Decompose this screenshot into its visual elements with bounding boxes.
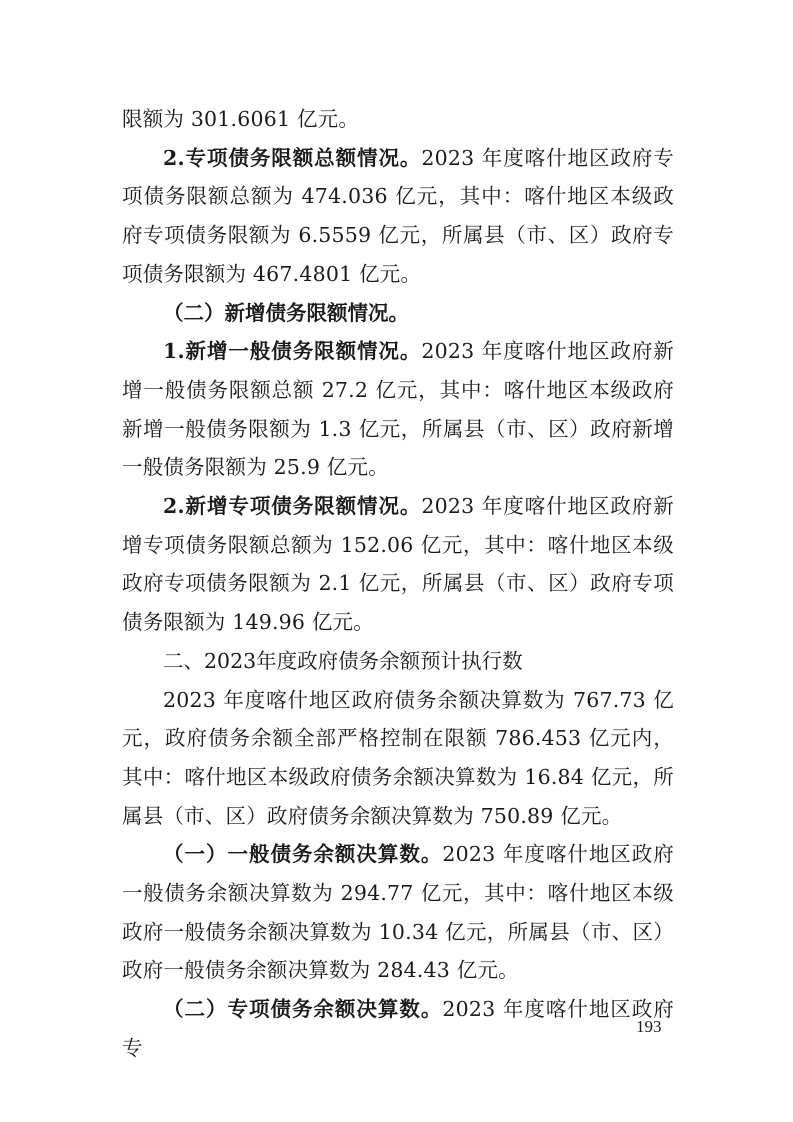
paragraph-new-general-debt-limit	[122, 332, 674, 487]
paragraph-text: 2023 年度喀什地区政府债务余额决算数为 767.73 亿元，政府债务余额全部严格控制在限额 786.453 亿元内，其中：喀什地区本级政府债务余额决算数为 16.84 亿元，所属县（市、区）政府债务余额决算数为 750.89 亿元。	[122, 687, 674, 828]
paragraph-debt-balance	[122, 681, 674, 836]
paragraph-text: 限额为 301.6061 亿元。	[122, 107, 360, 131]
paragraph-lead: 1.新增一般债务限额情况。	[163, 339, 422, 364]
subheading-new-debt-limit: （二）新增债务限额情况。	[163, 300, 409, 325]
paragraph-special-debt-balance	[122, 990, 674, 1067]
paragraph-text: 2023 年度喀什地区政府一般债务余额决算数为 294.77 亿元，其中：喀什地区本级政府一般债务余额决算数为 10.34 亿元，所属县（市、区）政府一般债务余额决算数为 284.43 亿元。	[122, 842, 674, 983]
document-page	[122, 100, 674, 1068]
section-heading-debt-balance: 二、2023年度政府债务余额预计执行数	[163, 648, 523, 673]
paragraph-general-debt-balance	[122, 835, 674, 990]
paragraph-lead: （二）专项债务余额决算数。	[163, 997, 443, 1022]
paragraph-text: 2023 年度喀什地区政府新增专项债务限额总额为 152.06 亿元，其中：喀什地区本级政府专项债务限额为 2.1 亿元，所属县（市、区）政府专项债务限额为 149.96 亿元。	[122, 494, 674, 635]
paragraph-lead: 2.新增专项债务限额情况。	[163, 494, 422, 519]
paragraph-text: 2023 年度喀什地区政府专	[122, 997, 674, 1060]
paragraph-text: 2023 年度喀什地区政府新增一般债务限额总额 27.2 亿元，其中：喀什地区本级政府新增一般债务限额为 1.3 亿元，所属县（市、区）政府新增一般债务限额为 25.9 亿元。	[122, 339, 674, 480]
paragraph-text: 2023 年度喀什地区政府专项债务限额总额为 474.036 亿元，其中：喀什地区本级政府专项债务限额为 6.5559 亿元，所属县（市、区）政府专项债务限额为 467.4801 亿元。	[122, 145, 674, 286]
paragraph-lead: （一）一般债务余额决算数。	[163, 842, 443, 867]
paragraph-special-debt-limit	[122, 139, 674, 294]
page-number: 193	[636, 1017, 662, 1036]
paragraph-general-limit-tail	[122, 100, 674, 139]
paragraph-lead: 2.专项债务限额总额情况。	[163, 145, 422, 170]
paragraph-new-special-debt-limit	[122, 487, 674, 642]
